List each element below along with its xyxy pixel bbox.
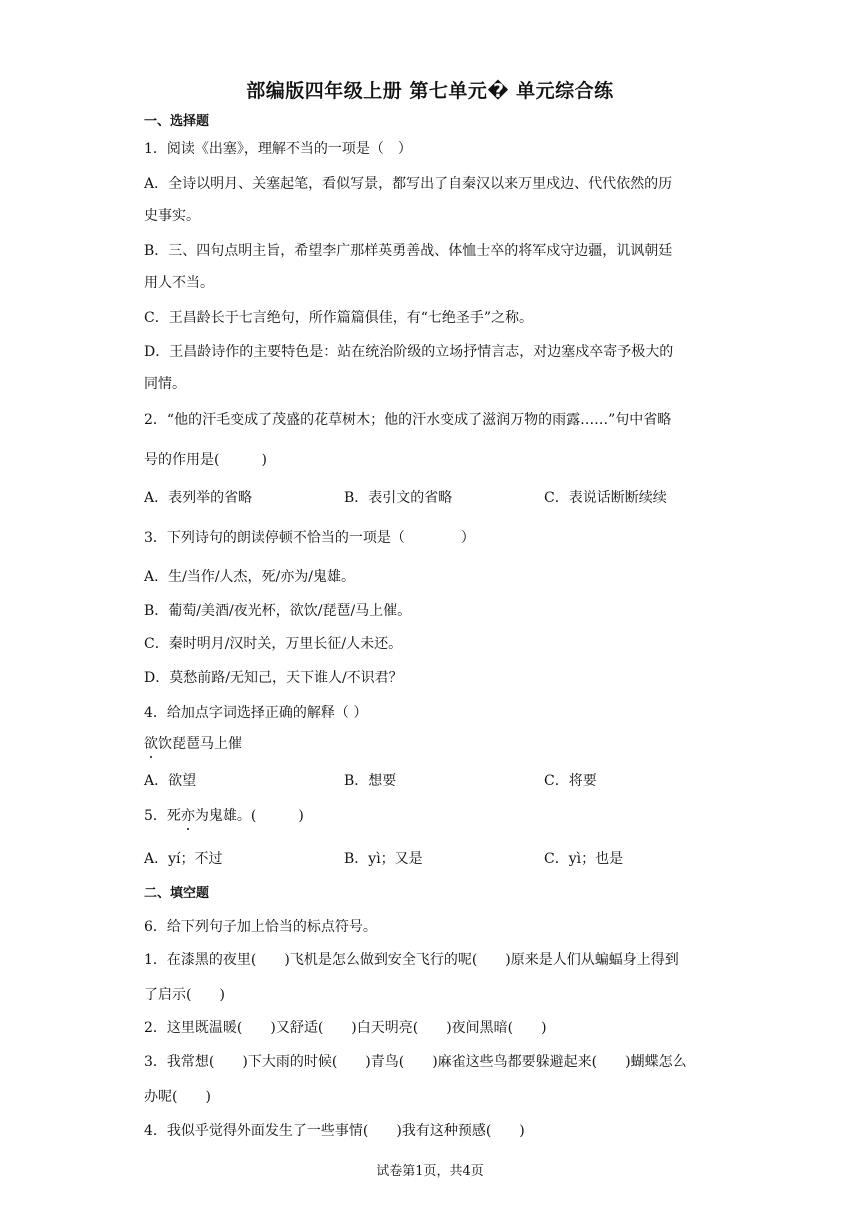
q1-option-a-line1: A．全诗以明月、关塞起笔，看似写景，都写出了自秦汉以来万里戍边、代代依然的历 (144, 176, 673, 192)
q6-item1-line1: 1．在漆黑的夜里( )飞机是怎么做到安全飞行的呢( )原来是人们从蝙蝠身上得到 (144, 952, 679, 968)
q6-item3-line2: 办呢( ) (144, 1089, 211, 1105)
q4-option-c: C．将要 (544, 773, 597, 789)
q3-option-c: C．秦时明月/汉时关，万里长征/人未还。 (144, 636, 403, 652)
q4-phrase-rest: 饮琵琶马上催 (158, 736, 242, 752)
q5-stem-post: 为鬼雄。( ) (194, 808, 304, 824)
q1-option-c: C．王昌龄长于七言绝句，所作篇篇俱佳，有“七绝圣手”之称。 (144, 310, 534, 326)
q5-option-b: B．yì；又是 (344, 851, 423, 867)
q6-item2: 2．这里既温暖( )又舒适( )白天明亮( )夜间黑暗( ) (144, 1020, 547, 1036)
page-footer: 试卷第1页，共4页 (376, 1164, 484, 1179)
q3-option-b: B．葡萄/美酒/夜光杯，欲饮/琵琶/马上催。 (144, 603, 412, 619)
q5-option-a: A．yí；不过 (144, 851, 223, 867)
q1-option-b-line2: 用人不当。 (144, 275, 214, 291)
q3-option-a: A．生/当作/人杰，死/亦为/鬼雄。 (144, 569, 355, 585)
q2-option-a: A．表列举的省略 (144, 490, 253, 506)
q1-option-d-line2: 同情。 (144, 376, 186, 392)
q3-stem: 3．下列诗句的朗读停顿不恰当的一项是（ ） (144, 530, 475, 546)
q2-stem-line2: 号的作用是( ) (144, 452, 267, 468)
q5-option-c: C．yì；也是 (544, 851, 624, 867)
q5-dotted-char: 亦 (180, 808, 195, 824)
page-title: 部编版四年级上册 第七单元� 单元综合练 (246, 80, 614, 102)
q1-option-d-line1: D．王昌龄诗作的主要特色是：站在统治阶级的立场抒情言志，对边塞戍卒寄予极大的 (144, 344, 674, 360)
q6-stem: 6．给下列句子加上恰当的标点符号。 (144, 919, 377, 935)
section-heading-fill: 二、填空题 (144, 886, 210, 901)
q4-stem: 4．给加点字词选择正确的解释（ ） (144, 705, 368, 721)
q6-item4: 4．我似乎觉得外面发生了一些事情( )我有这种预感( ) (144, 1123, 525, 1139)
q5-stem (144, 806, 724, 826)
q1-stem: 1．阅读《出塞》，理解不当的一项是（ ） (144, 141, 412, 157)
q3-option-d: D．莫愁前路/无知己，天下谁人/不识君？ (144, 670, 403, 686)
q2-stem-line1: 2．“他的汗毛变成了茂盛的花草树木；他的汗水变成了滋润万物的雨露……”句中省略 (144, 412, 672, 428)
q6-item3-line1: 3．我常想( )下大雨的时候( )青鸟( )麻雀这些鸟都要躲避起来( )蝴蝶怎么 (144, 1054, 687, 1070)
section-heading-choice: 一、选择题 (144, 114, 210, 129)
q2-option-b: B．表引文的省略 (344, 490, 453, 506)
q6-item1-line2: 了启示( ) (144, 987, 225, 1003)
q4-phrase (144, 734, 724, 754)
q4-option-a: A．欲望 (144, 773, 197, 789)
q1-option-a-line2: 史事实。 (144, 208, 200, 224)
q1-option-b-line1: B．三、四句点明主旨，希望李广那样英勇善战、体恤士卒的将军戍守边疆，讥讽朝廷 (144, 243, 673, 259)
q5-stem-pre: 5．死 (144, 808, 181, 824)
q4-dotted-char: 欲 (144, 736, 158, 752)
q4-option-b: B．想要 (344, 773, 397, 789)
q2-option-c: C．表说话断断续续 (544, 490, 667, 506)
